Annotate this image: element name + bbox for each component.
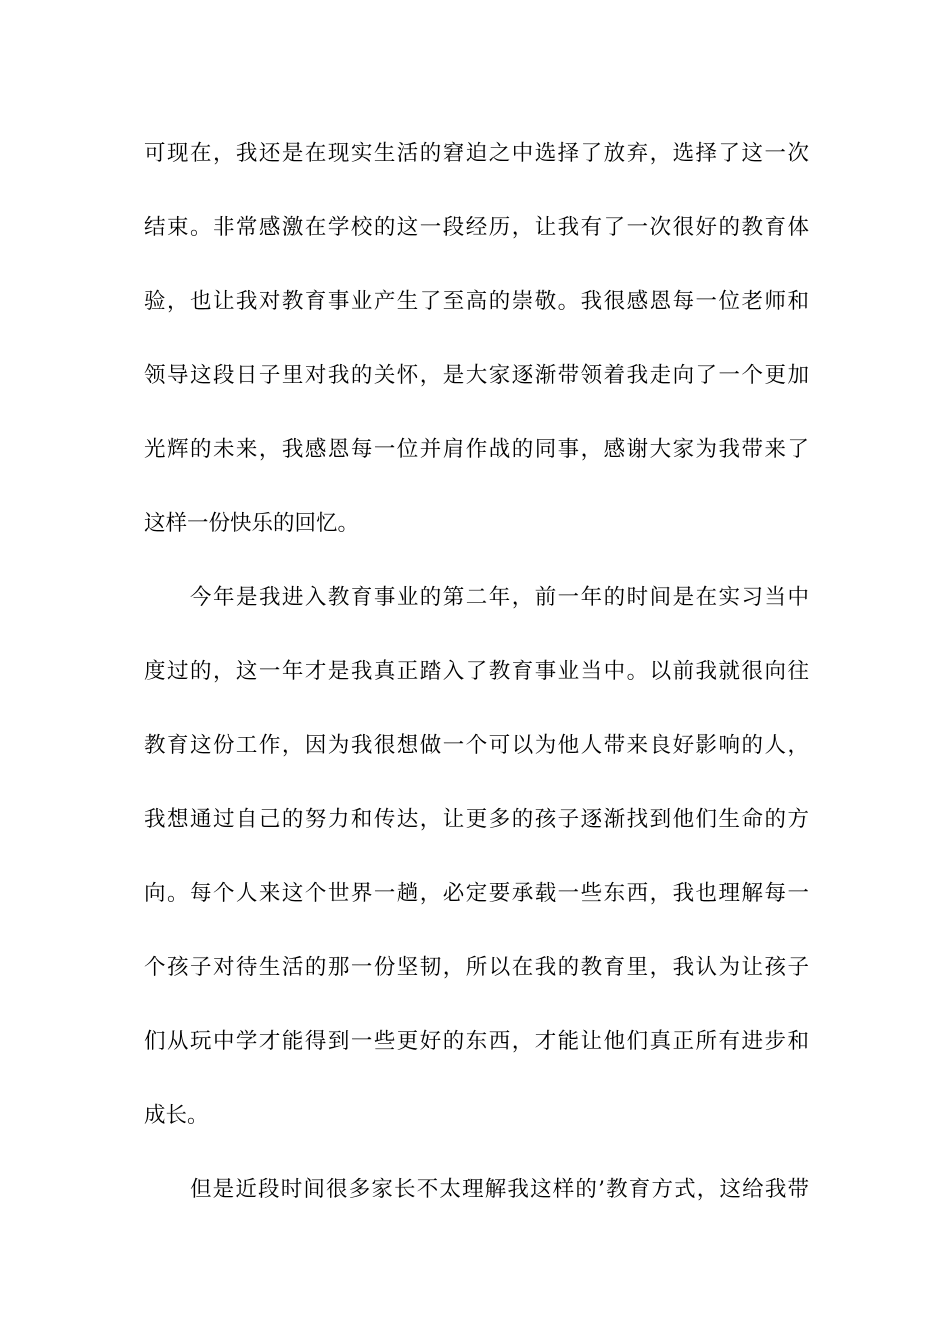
text-line: 们从玩中学才能得到一些更好的东西，才能让他们真正所有进步和 (144, 1029, 809, 1054)
text-line: 成长。 (144, 1103, 209, 1128)
text-line: 我想通过自己的努力和传达，让更多的孩子逐渐找到他们生命的方 (144, 807, 809, 832)
text-line: 教育这份工作，因为我很想做一个可以为他人带来良好影响的人， (144, 733, 809, 758)
text-line: 可现在，我还是在现实生活的窘迫之中选择了放弃，选择了这一次 (144, 141, 809, 166)
text-line: 向。每个人来这个世界一趟，必定要承载一些东西，我也理解每一 (144, 881, 809, 906)
text-line: 今年是我进入教育事业的第二年，前一年的时间是在实习当中 (190, 585, 809, 610)
text-line: 领导这段日子里对我的关怀，是大家逐渐带领着我走向了一个更加 (144, 363, 809, 388)
text-line: 光辉的未来，我感恩每一位并肩作战的同事，感谢大家为我带来了 (144, 437, 809, 462)
body-text (144, 132, 809, 1242)
text-line: 个孩子对待生活的那一份坚韧，所以在我的教育里，我认为让孩子 (144, 955, 809, 980)
text-line: 验，也让我对教育事业产生了至高的崇敬。我很感恩每一位老师和 (144, 289, 809, 314)
text-line: 但是近段时间很多家长不太理解我这样的’教育方式，这给我带 (190, 1177, 809, 1202)
text-line: 结束。非常感激在学校的这一段经历，让我有了一次很好的教育体 (144, 215, 809, 240)
text-line: 这样一份快乐的回忆。 (144, 511, 360, 536)
text-line: 度过的，这一年才是我真正踏入了教育事业当中。以前我就很向往 (144, 659, 809, 684)
